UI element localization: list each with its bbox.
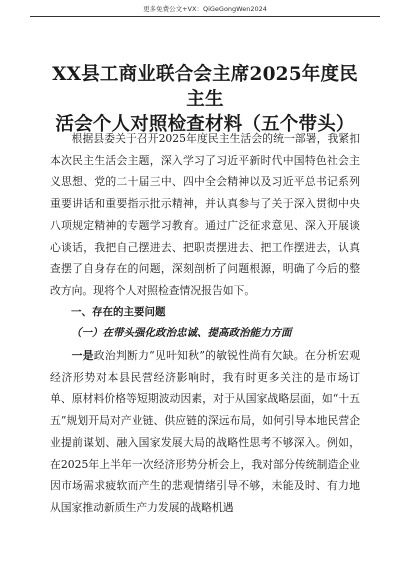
subsection-heading: （一）在带头强化政治忠诚、提高政治能力方面 xyxy=(71,327,292,340)
document-title xyxy=(48,62,362,137)
body-paragraph xyxy=(50,345,360,519)
title-line-2: 活会个人对照检查材料（五个带头） xyxy=(55,114,355,135)
header-divider xyxy=(30,16,380,17)
document-body xyxy=(50,128,360,519)
intro-paragraph: 根据县委关于召开2025年度民主生活会的统一部署，我紧扣本次民主生活会主题，深入学习了习近平新时代中国特色社会主义思想、党的二十届三中、四中全会精神以及习近平总书记系列重要讲话和重要指示批示精神，并认真参与了关于深入贯彻中央八项规定精神的专题学习教育。通过广泛征求意见、深入开展谈心谈话，我把自己摆进去、把职责摆进去、把工作摆进去，认真查摆了自身存在的问题，深刻剖析了问题根源，明确了今后的整改方向。现将个人对照检查情况报告如下。 xyxy=(50,132,360,297)
header-note: 更多免费公文+VX：QiGeGongWen2024 xyxy=(143,5,267,13)
title-line-1: XX县工商业联合会主席2025年度民主生 xyxy=(52,64,358,110)
section-heading: 一、存在的主要问题 xyxy=(71,305,166,318)
paragraph-text: 政治判断力“见叶知秋”的敏锐性尚有欠缺。在分析宏观经济形势对本县民营经济影响时，我有时更多关注的是市场订单、原材料价格等短期波动因素，对于从国家战略层面，如“十五五”规划开局对产业链、供应链的深远布局，如何引导本地民营企业提前谋划、融入国家发展大局的战略性思考不够深入。例如，在2025年上半年一次经济形势分析会上，我对部分传统制造企业因市场需求疲软而产生的悲观情绪引导不够，未能及时、有力地从国家推动新质生产力发展的战略机遇 xyxy=(50,349,360,514)
paragraph-lead: 一是 xyxy=(71,349,94,363)
